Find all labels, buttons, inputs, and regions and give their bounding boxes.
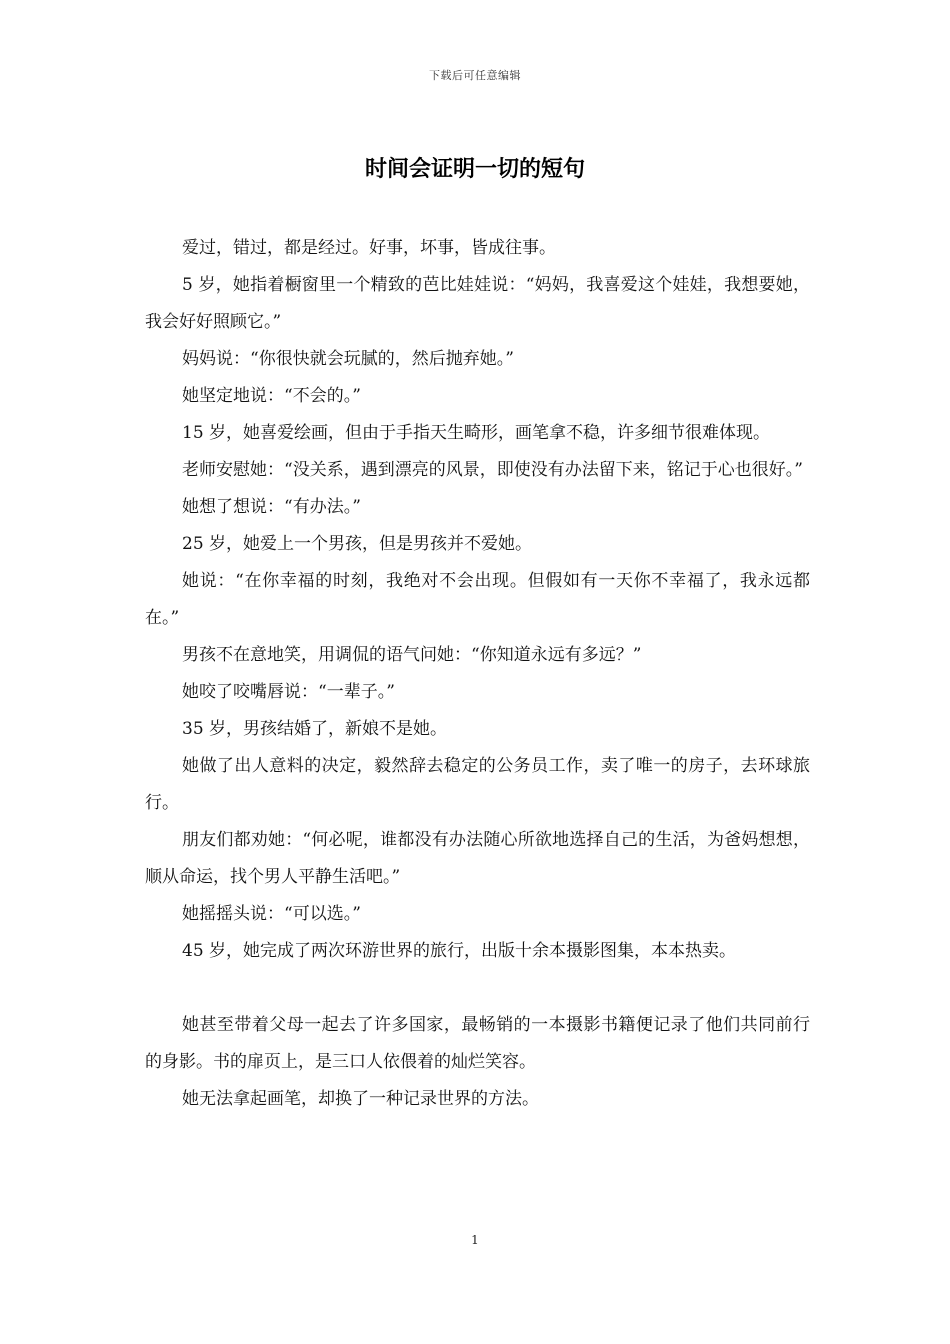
paragraph: 5 岁，她指着橱窗里一个精致的芭比娃娃说：“妈妈，我喜爱这个娃娃，我想要她，我会好好照顾它。” — [145, 275, 810, 332]
paragraph: 她想了想说：“有办法。” — [182, 497, 361, 517]
document-body — [145, 230, 810, 1118]
paragraph: 她摇摇头说：“可以选。” — [182, 904, 361, 924]
paragraph: 她无法拿起画笔，却换了一种记录世界的方法。 — [182, 1089, 539, 1109]
paragraph: 她做了出人意料的决定，毅然辞去稳定的公务员工作，卖了唯一的房子，去环球旅行。 — [145, 756, 810, 813]
header-note: 下载后可任意编辑 — [429, 69, 521, 82]
page-number: 1 — [471, 1233, 479, 1247]
paragraph: 15 岁，她喜爱绘画，但由于手指天生畸形，画笔拿不稳，许多细节很难体现。 — [182, 423, 771, 443]
paragraph: 男孩不在意地笑，用调侃的语气问她：“你知道永远有多远？” — [182, 645, 642, 665]
paragraph: 25 岁，她爱上一个男孩，但是男孩并不爱她。 — [182, 534, 533, 554]
paragraph: 妈妈说：“你很快就会玩腻的，然后抛弃她。” — [182, 349, 514, 369]
paragraph: 她咬了咬嘴唇说：“一辈子。” — [182, 682, 395, 702]
paragraph: 爱过，错过，都是经过。好事，坏事，皆成往事。 — [182, 238, 556, 258]
paragraph: 35 岁，男孩结婚了，新娘不是她。 — [182, 719, 448, 739]
document-title: 时间会证明一切的短句 — [364, 157, 585, 182]
paragraph: 她甚至带着父母一起去了许多国家，最畅销的一本摄影书籍便记录了他们共同前行的身影。书的扉页上，是三口人依偎着的灿烂笑容。 — [145, 1015, 810, 1072]
paragraph: 朋友们都劝她：“何必呢，谁都没有办法随心所欲地选择自己的生活，为爸妈想想，顺从命运，找个男人平静生活吧。” — [145, 830, 810, 887]
paragraph: 她说：“在你幸福的时刻，我绝对不会出现。但假如有一天你不幸福了，我永远都在。” — [145, 571, 810, 628]
paragraph: 她坚定地说：“不会的。” — [182, 386, 361, 406]
paragraph: 45 岁，她完成了两次环游世界的旅行，出版十余本摄影图集，本本热卖。 — [182, 941, 737, 961]
paragraph: 老师安慰她：“没关系，遇到漂亮的风景，即使没有办法留下来，铭记于心也很好。” — [182, 460, 803, 480]
